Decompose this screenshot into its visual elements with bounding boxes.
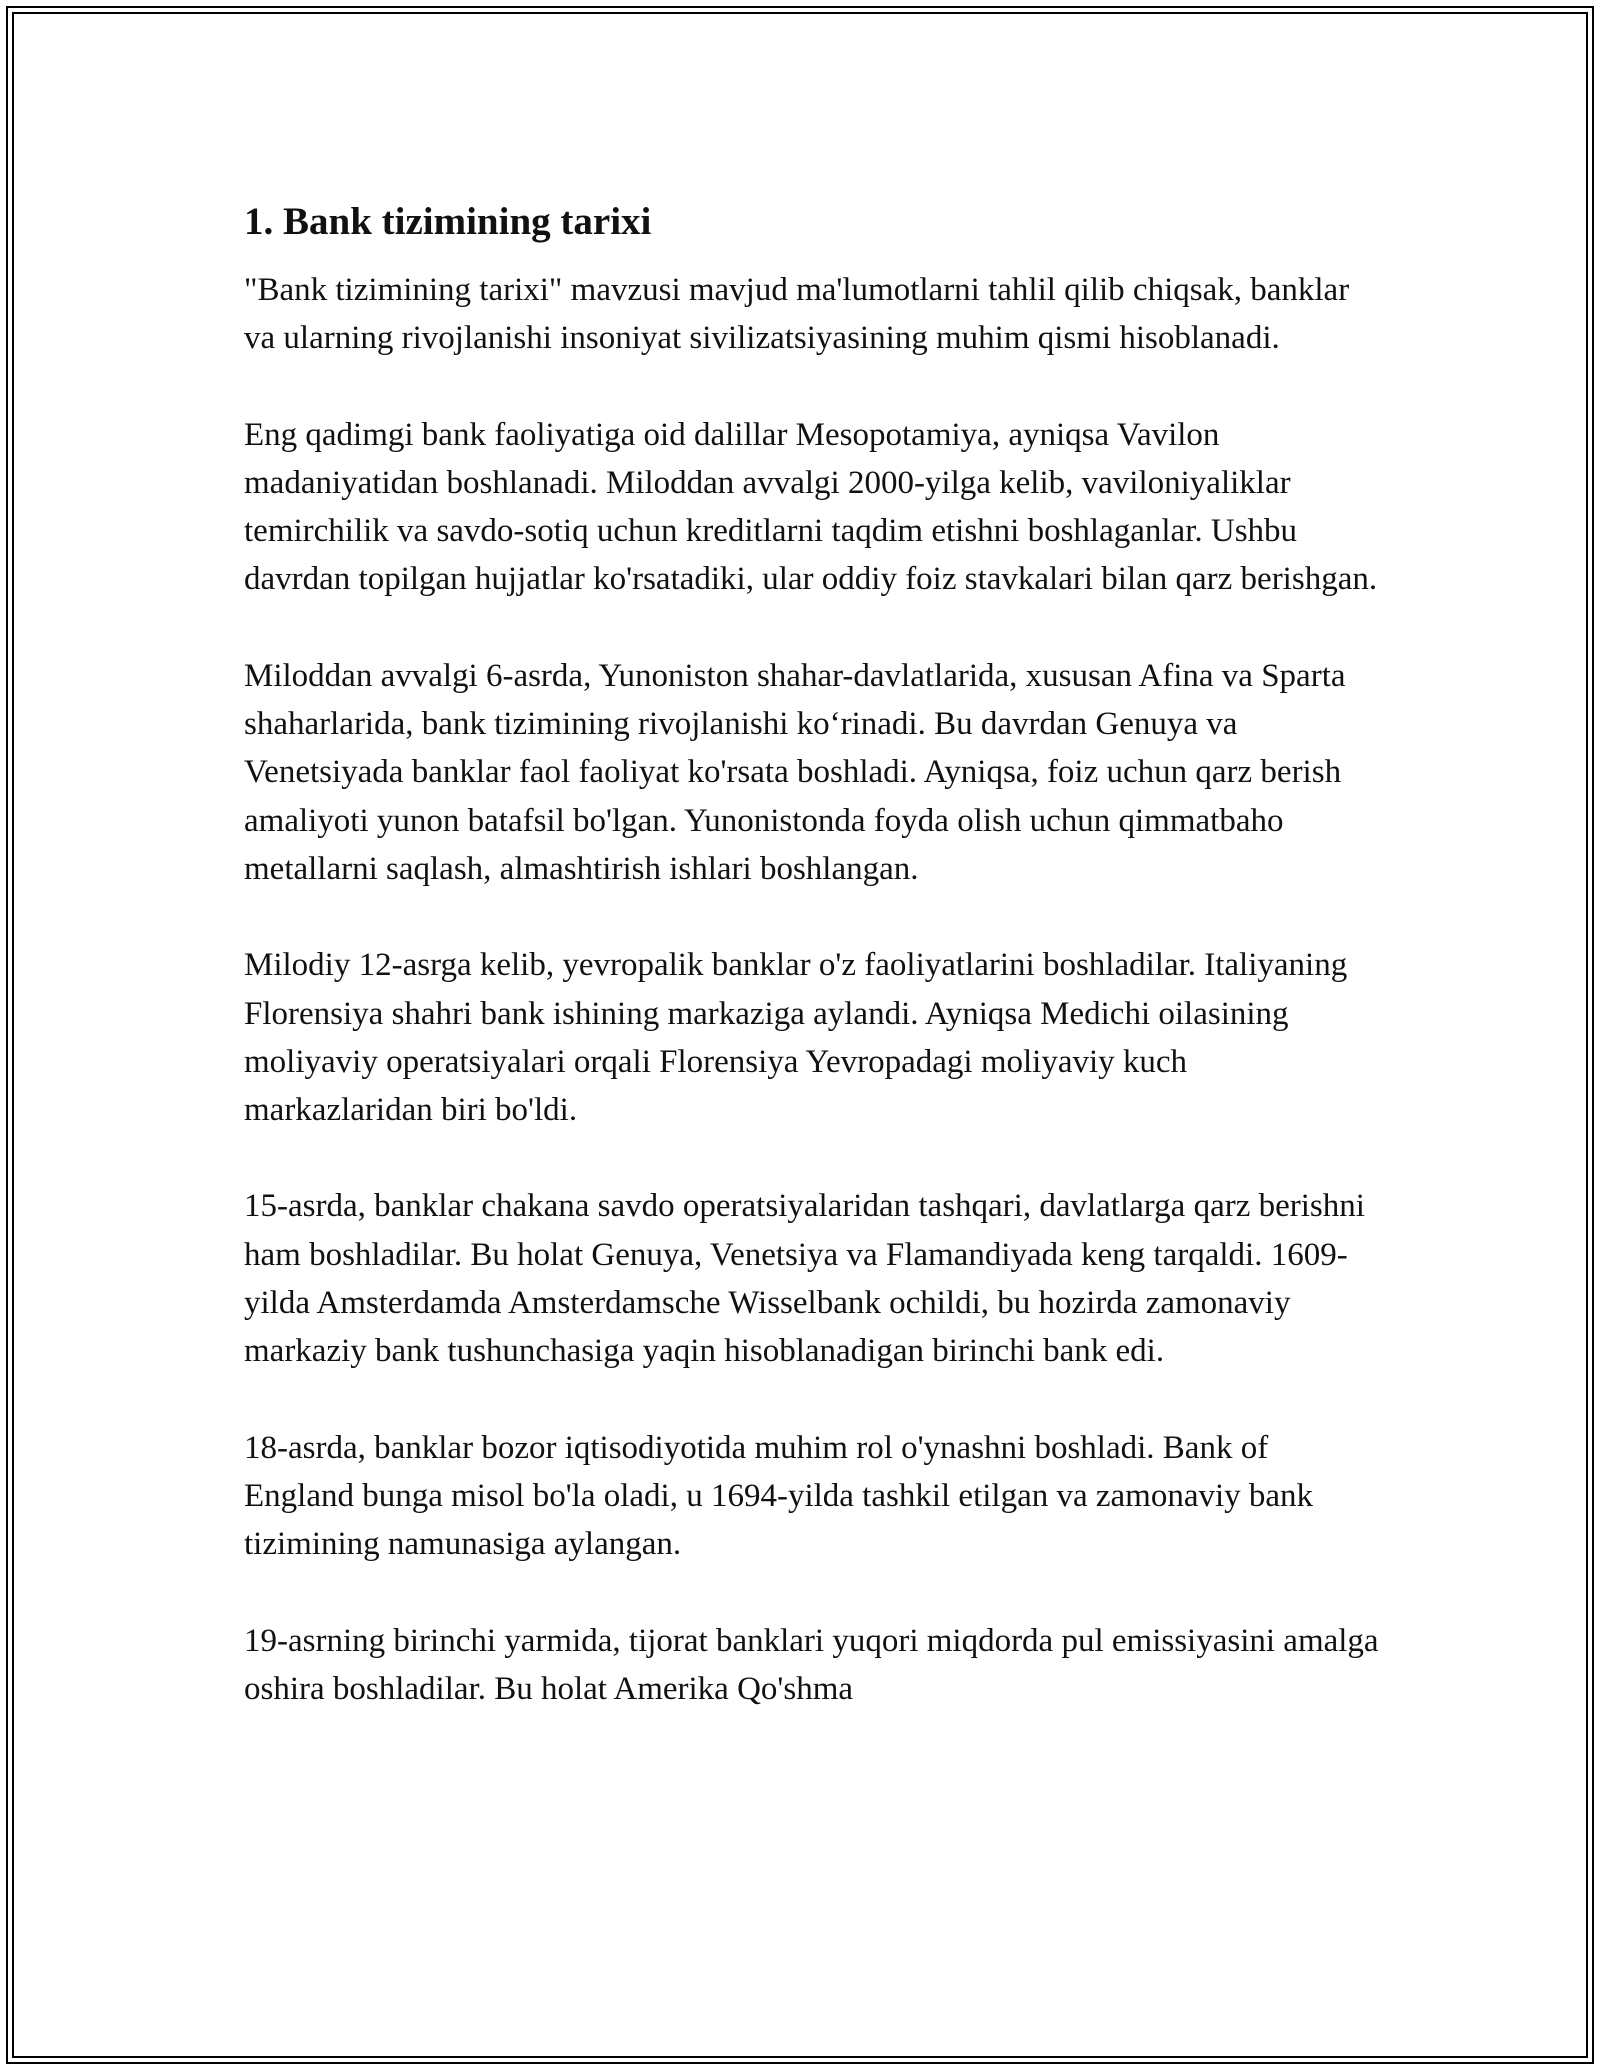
paragraph: Miloddan avvalgi 6-asrda, Yunoniston shahar-davlatlarida, xususan Afina va Sparta shaharlarida, bank tizimining rivojlanishi ko‘rinadi. Bu davrdan Genuya va Venetsiyada banklar faol faoliyat ko'rsata boshladi. Ayniqsa, foiz uchun qarz berish amaliyoti yunon batafsil bo'lgan. Yunonistonda foyda olish uchun qimmatbaho metallarni saqlash, almashtirish ishlari boshlangan. xyxy=(244,657,1346,887)
paragraph: 18-asrda, banklar bozor iqtisodiyotida muhim rol o'ynashni boshladi. Bank of England bunga misol bo'la oladi, u 1694-yilda tashkil etilgan va zamonaviy bank tizimining namunasiga aylangan. xyxy=(244,1429,1314,1563)
paragraph: 15-asrda, banklar chakana savdo operatsiyalaridan tashqari, davlatlarga qarz berishni ham boshladilar. Bu holat Genuya, Venetsiya va Flamandiyada keng tarqaldi. 1609-yilda Amsterdamda Amsterdamsche Wisselbank ochildi, bu hozirda zamonaviy markaziy bank tushunchasiga yaqin hisoblanadigan birinchi bank edi. xyxy=(244,1188,1365,1370)
document-body xyxy=(244,198,1384,1713)
section-heading: 1. Bank tizimining tarixi xyxy=(244,200,652,243)
paragraph: "Bank tizimining tarixi" mavzusi mavjud ma'lumotlarni tahlil qilib chiqsak, banklar va ularning rivojlanishi insoniyat sivilizatsiyasining muhim qismi hisoblanadi. xyxy=(244,272,1350,357)
paragraph: 19-asrning birinchi yarmida, tijorat banklari yuqori miqdorda pul emissiyasini amalga oshira boshladilar. Bu holat Amerika Qo'shma xyxy=(244,1622,1379,1707)
page-border xyxy=(6,6,1594,2064)
paragraph: Eng qadimgi bank faoliyatiga oid dalillar Mesopotamiya, ayniqsa Vavilon madaniyatidan boshlanadi. Miloddan avvalgi 2000-yilga kelib, vaviloniyaliklar temirchilik va savdo-sotiq uchun kreditlarni taqdim etishni boshlaganlar. Ushbu davrdan topilgan hujjatlar ko'rsatadiki, ular oddiy foiz stavkalari bilan qarz berishgan. xyxy=(244,416,1378,598)
paragraph: Milodiy 12-asrga kelib, yevropalik banklar o'z faoliyatlarini boshladilar. Italiyaning Florensiya shahri bank ishining markaziga aylandi. Ayniqsa Medichi oilasining moliyaviy operatsiyalari orqali Florensiya Yevropadagi moliyaviy kuch markazlaridan biri bo'ldi. xyxy=(244,947,1348,1129)
